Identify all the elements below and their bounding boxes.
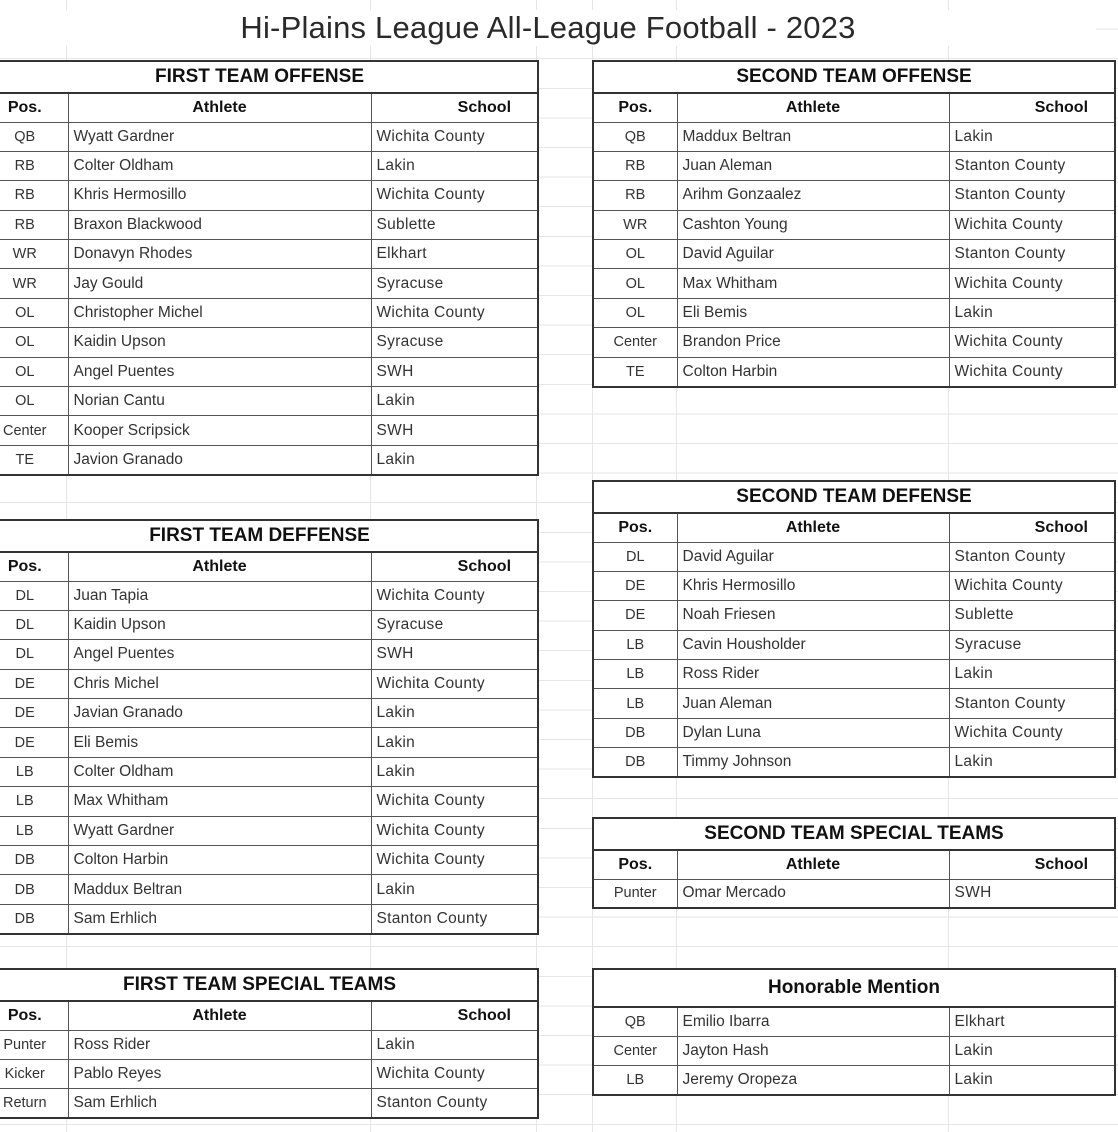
table-body <box>593 879 1115 908</box>
table-row <box>593 660 1115 689</box>
second-team-defense-table <box>592 480 1116 778</box>
athlete-cell: Angel Puentes <box>68 640 371 669</box>
school-cell: Stanton County <box>949 240 1115 269</box>
column-header-pos: Pos. <box>0 1001 68 1030</box>
table-caption: FIRST TEAM SPECIAL TEAMS <box>0 969 538 1001</box>
table-row <box>0 640 538 669</box>
position-cell: RB <box>593 151 677 180</box>
position-cell: DL <box>0 610 68 639</box>
table-row <box>593 122 1115 151</box>
athlete-cell: Braxon Blackwood <box>68 210 371 239</box>
athlete-cell: Kaidin Upson <box>68 610 371 639</box>
table-body <box>0 581 538 934</box>
school-cell: Wichita County <box>949 210 1115 239</box>
athlete-cell: Javion Granado <box>68 445 371 474</box>
table-row <box>0 816 538 845</box>
position-cell: LB <box>593 660 677 689</box>
first-team-defense-table <box>0 519 539 935</box>
school-cell: Stanton County <box>949 181 1115 210</box>
position-cell: DE <box>593 601 677 630</box>
table-row <box>0 875 538 904</box>
position-cell: DB <box>593 748 677 777</box>
athlete-cell: Cavin Housholder <box>677 630 949 659</box>
athlete-cell: Khris Hermosillo <box>677 571 949 600</box>
position-cell: OL <box>0 328 68 357</box>
table-row <box>0 181 538 210</box>
table-row <box>0 904 538 933</box>
school-cell: Wichita County <box>371 181 538 210</box>
table-row <box>593 1007 1115 1036</box>
school-cell: Syracuse <box>371 328 538 357</box>
athlete-cell: Ross Rider <box>677 660 949 689</box>
table-body <box>593 1007 1115 1095</box>
athlete-cell: Chris Michel <box>68 669 371 698</box>
table-row <box>0 757 538 786</box>
school-cell: Lakin <box>371 728 538 757</box>
school-cell: Lakin <box>949 298 1115 327</box>
column-header-pos: Pos. <box>593 93 677 122</box>
table-row <box>0 728 538 757</box>
column-header-athlete: Athlete <box>68 552 371 581</box>
athlete-cell: Omar Mercado <box>677 879 949 908</box>
school-cell: SWH <box>371 357 538 386</box>
position-cell: DB <box>0 904 68 933</box>
athlete-cell: Christopher Michel <box>68 298 371 327</box>
table-row <box>593 298 1115 327</box>
position-cell: DB <box>593 718 677 747</box>
column-header-school: School <box>371 1001 538 1030</box>
table-row <box>0 240 538 269</box>
table-row <box>593 357 1115 386</box>
athlete-cell: Kooper Scripsick <box>68 416 371 445</box>
table-row <box>593 240 1115 269</box>
school-cell: Lakin <box>371 875 538 904</box>
athlete-cell: Sam Erhlich <box>68 1089 371 1118</box>
table-row <box>0 122 538 151</box>
table-caption: SECOND TEAM OFFENSE <box>593 61 1115 93</box>
column-header-pos: Pos. <box>593 850 677 879</box>
school-cell: Stanton County <box>949 542 1115 571</box>
table-caption: Honorable Mention <box>593 969 1115 1007</box>
position-cell: DL <box>0 581 68 610</box>
position-cell: OL <box>0 298 68 327</box>
school-cell: Wichita County <box>371 581 538 610</box>
table-row <box>593 269 1115 298</box>
school-cell: Syracuse <box>371 269 538 298</box>
column-header-pos: Pos. <box>0 552 68 581</box>
table-body <box>593 122 1115 387</box>
school-cell: Sublette <box>949 601 1115 630</box>
table-row <box>0 445 538 474</box>
honorable-mention-table <box>592 968 1116 1096</box>
table-row <box>593 328 1115 357</box>
athlete-cell: Jayton Hash <box>677 1036 949 1065</box>
school-cell: Lakin <box>949 748 1115 777</box>
athlete-cell: Jay Gould <box>68 269 371 298</box>
athlete-cell: Colton Harbin <box>68 846 371 875</box>
position-cell: DE <box>0 699 68 728</box>
school-cell: Lakin <box>949 660 1115 689</box>
position-cell: LB <box>593 630 677 659</box>
column-header-athlete: Athlete <box>677 513 949 542</box>
table-caption: SECOND TEAM SPECIAL TEAMS <box>593 818 1115 850</box>
school-cell: Wichita County <box>371 846 538 875</box>
position-cell: WR <box>0 269 68 298</box>
athlete-cell: Kaidin Upson <box>68 328 371 357</box>
table-row <box>0 846 538 875</box>
table-row <box>593 748 1115 777</box>
column-header-school: School <box>949 850 1115 879</box>
position-cell: OL <box>0 387 68 416</box>
school-cell: Stanton County <box>371 1089 538 1118</box>
school-cell: Stanton County <box>949 151 1115 180</box>
position-cell: RB <box>0 151 68 180</box>
position-cell: DE <box>0 669 68 698</box>
school-cell: Elkhart <box>371 240 538 269</box>
athlete-cell: Angel Puentes <box>68 357 371 386</box>
column-header-school: School <box>371 93 538 122</box>
table-caption: FIRST TEAM DEFFENSE <box>0 520 538 552</box>
school-cell: SWH <box>371 640 538 669</box>
position-cell: Kicker <box>0 1059 68 1088</box>
position-cell: LB <box>593 689 677 718</box>
first-team-offense-table <box>0 60 539 476</box>
column-header-pos: Pos. <box>593 513 677 542</box>
column-header-school: School <box>371 552 538 581</box>
table-row <box>593 210 1115 239</box>
table-row <box>593 718 1115 747</box>
table-row <box>0 610 538 639</box>
table-row <box>593 689 1115 718</box>
position-cell: DL <box>0 640 68 669</box>
athlete-cell: Dylan Luna <box>677 718 949 747</box>
school-cell: Wichita County <box>949 718 1115 747</box>
position-cell: OL <box>0 357 68 386</box>
table-row <box>593 630 1115 659</box>
table-caption: FIRST TEAM OFFENSE <box>0 61 538 93</box>
position-cell: LB <box>0 787 68 816</box>
school-cell: Syracuse <box>371 610 538 639</box>
athlete-cell: Donavyn Rhodes <box>68 240 371 269</box>
school-cell: Lakin <box>949 122 1115 151</box>
table-row <box>0 1059 538 1088</box>
table-row <box>593 1036 1115 1065</box>
position-cell: Center <box>0 416 68 445</box>
table-row <box>0 699 538 728</box>
second-team-special-teams-table <box>592 817 1116 909</box>
second-team-offense-table <box>592 60 1116 388</box>
athlete-cell: Ross Rider <box>68 1030 371 1059</box>
athlete-cell: Wyatt Gardner <box>68 816 371 845</box>
position-cell: DB <box>0 875 68 904</box>
column-header-pos: Pos. <box>0 93 68 122</box>
school-cell: Wichita County <box>371 816 538 845</box>
position-cell: Center <box>593 1036 677 1065</box>
athlete-cell: Eli Bemis <box>68 728 371 757</box>
athlete-cell: Norian Cantu <box>68 387 371 416</box>
athlete-cell: Sam Erhlich <box>68 904 371 933</box>
column-header-athlete: Athlete <box>677 850 949 879</box>
athlete-cell: Maddux Beltran <box>68 875 371 904</box>
position-cell: Punter <box>593 879 677 908</box>
position-cell: QB <box>593 1007 677 1036</box>
table-row <box>0 151 538 180</box>
table-row <box>593 151 1115 180</box>
school-cell: Wichita County <box>949 357 1115 386</box>
position-cell: QB <box>593 122 677 151</box>
column-header-athlete: Athlete <box>68 1001 371 1030</box>
school-cell: Wichita County <box>949 269 1115 298</box>
column-header-athlete: Athlete <box>68 93 371 122</box>
athlete-cell: Colter Oldham <box>68 757 371 786</box>
school-cell: Lakin <box>371 387 538 416</box>
athlete-cell: David Aguilar <box>677 542 949 571</box>
table-body <box>593 542 1115 777</box>
column-header-school: School <box>949 93 1115 122</box>
position-cell: TE <box>0 445 68 474</box>
table-row <box>0 787 538 816</box>
athlete-cell: Juan Tapia <box>68 581 371 610</box>
athlete-cell: Juan Aleman <box>677 151 949 180</box>
school-cell: Wichita County <box>371 669 538 698</box>
position-cell: RB <box>0 181 68 210</box>
athlete-cell: Pablo Reyes <box>68 1059 371 1088</box>
position-cell: Return <box>0 1089 68 1118</box>
table-row <box>593 542 1115 571</box>
athlete-cell: Noah Friesen <box>677 601 949 630</box>
athlete-cell: Max Whitham <box>68 787 371 816</box>
table-row <box>0 669 538 698</box>
athlete-cell: Maddux Beltran <box>677 122 949 151</box>
column-header-athlete: Athlete <box>677 93 949 122</box>
school-cell: Lakin <box>371 699 538 728</box>
table-row <box>0 357 538 386</box>
column-header-school: School <box>949 513 1115 542</box>
position-cell: DL <box>593 542 677 571</box>
athlete-cell: Max Whitham <box>677 269 949 298</box>
athlete-cell: David Aguilar <box>677 240 949 269</box>
athlete-cell: Cashton Young <box>677 210 949 239</box>
position-cell: Punter <box>0 1030 68 1059</box>
school-cell: Elkhart <box>949 1007 1115 1036</box>
position-cell: RB <box>593 181 677 210</box>
page-title: Hi-Plains League All-League Football - 2023 <box>0 10 1096 46</box>
position-cell: WR <box>0 240 68 269</box>
table-row <box>0 298 538 327</box>
athlete-cell: Emilio Ibarra <box>677 1007 949 1036</box>
school-cell: Wichita County <box>949 328 1115 357</box>
school-cell: SWH <box>949 879 1115 908</box>
athlete-cell: Juan Aleman <box>677 689 949 718</box>
athlete-cell: Colter Oldham <box>68 151 371 180</box>
table-row <box>0 328 538 357</box>
table-row <box>593 1066 1115 1095</box>
table-body <box>0 1030 538 1118</box>
school-cell: Wichita County <box>371 298 538 327</box>
school-cell: Stanton County <box>371 904 538 933</box>
school-cell: Syracuse <box>949 630 1115 659</box>
table-row <box>593 181 1115 210</box>
position-cell: RB <box>0 210 68 239</box>
table-caption: SECOND TEAM DEFENSE <box>593 481 1115 513</box>
school-cell: Lakin <box>371 1030 538 1059</box>
athlete-cell: Javian Granado <box>68 699 371 728</box>
athlete-cell: Colton Harbin <box>677 357 949 386</box>
position-cell: TE <box>593 357 677 386</box>
school-cell: Lakin <box>949 1036 1115 1065</box>
table-row <box>0 210 538 239</box>
school-cell: Wichita County <box>371 122 538 151</box>
position-cell: Center <box>593 328 677 357</box>
school-cell: Lakin <box>371 757 538 786</box>
school-cell: Lakin <box>949 1066 1115 1095</box>
athlete-cell: Arihm Gonzaalez <box>677 181 949 210</box>
athlete-cell: Jeremy Oropeza <box>677 1066 949 1095</box>
position-cell: DB <box>0 846 68 875</box>
athlete-cell: Eli Bemis <box>677 298 949 327</box>
athlete-cell: Khris Hermosillo <box>68 181 371 210</box>
position-cell: QB <box>0 122 68 151</box>
position-cell: OL <box>593 298 677 327</box>
position-cell: DE <box>593 571 677 600</box>
table-body <box>0 122 538 475</box>
school-cell: Stanton County <box>949 689 1115 718</box>
school-cell: Wichita County <box>371 1059 538 1088</box>
school-cell: Wichita County <box>949 571 1115 600</box>
school-cell: Lakin <box>371 151 538 180</box>
position-cell: LB <box>593 1066 677 1095</box>
first-team-special-teams-table <box>0 968 539 1119</box>
table-row <box>0 416 538 445</box>
school-cell: Wichita County <box>371 787 538 816</box>
position-cell: OL <box>593 269 677 298</box>
table-row <box>0 581 538 610</box>
school-cell: Sublette <box>371 210 538 239</box>
table-row <box>593 571 1115 600</box>
table-row <box>0 269 538 298</box>
position-cell: WR <box>593 210 677 239</box>
athlete-cell: Brandon Price <box>677 328 949 357</box>
athlete-cell: Timmy Johnson <box>677 748 949 777</box>
position-cell: OL <box>593 240 677 269</box>
table-row <box>0 387 538 416</box>
position-cell: LB <box>0 757 68 786</box>
table-row <box>593 601 1115 630</box>
school-cell: SWH <box>371 416 538 445</box>
table-row <box>0 1030 538 1059</box>
position-cell: LB <box>0 816 68 845</box>
athlete-cell: Wyatt Gardner <box>68 122 371 151</box>
position-cell: DE <box>0 728 68 757</box>
table-row <box>593 879 1115 908</box>
school-cell: Lakin <box>371 445 538 474</box>
table-row <box>0 1089 538 1118</box>
